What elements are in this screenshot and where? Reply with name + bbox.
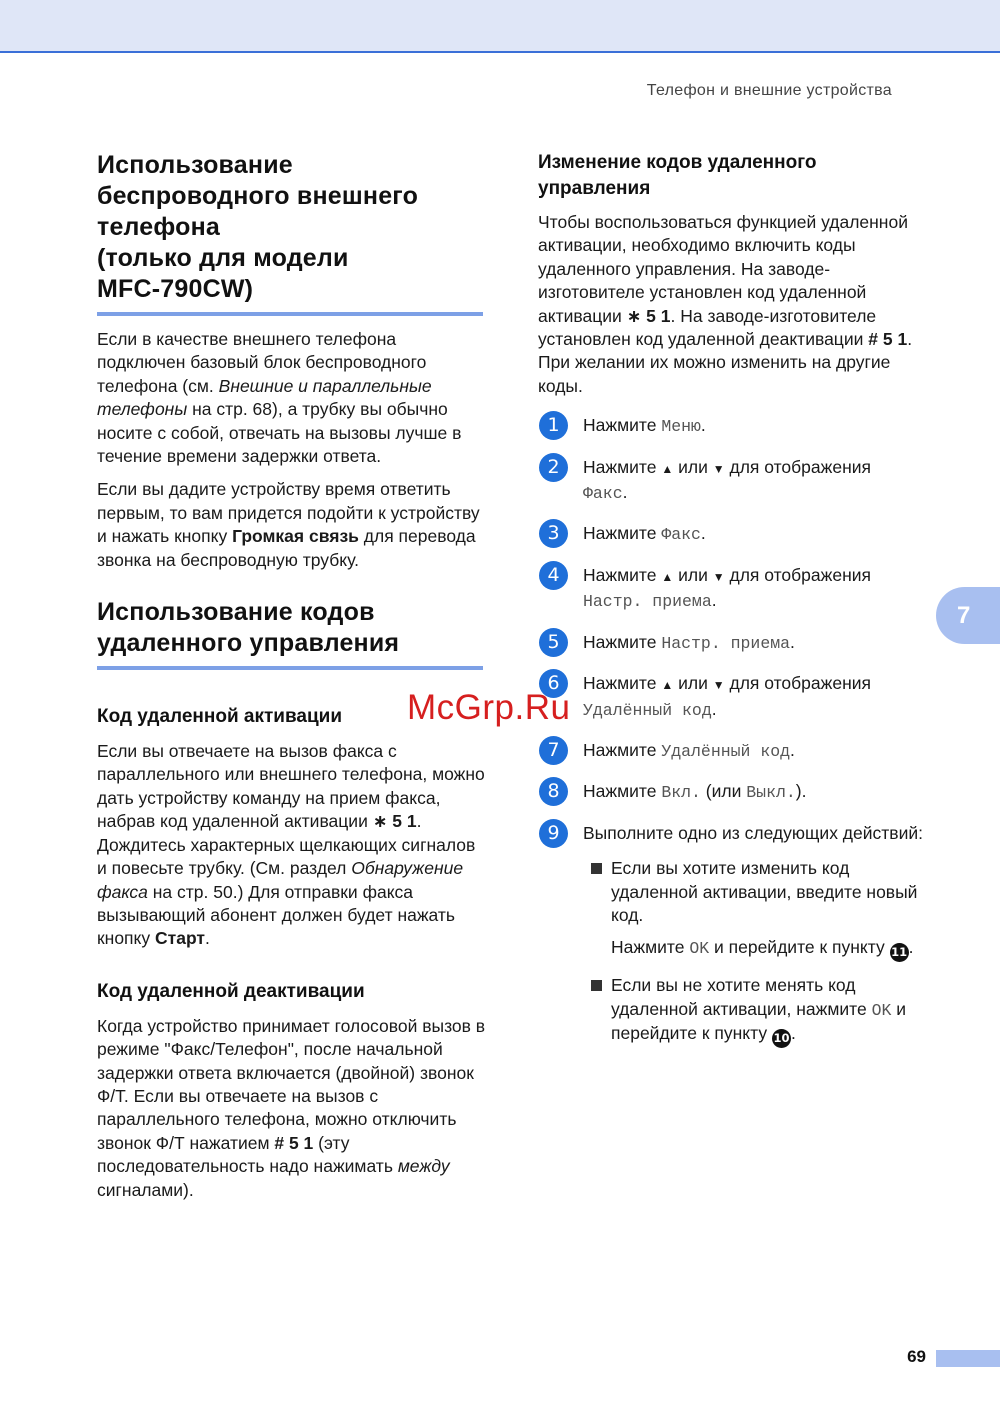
top-header-band [0,0,1000,53]
paragraph-deactivation: Когда устройство принимает голосовой вызов в режиме "Факс/Телефон", после начальной задержки ответа включается (двойной) звонок Ф/Т. Если вы отвечаете на вызов с параллельного телефона, можно отключить звонок Ф/Т нажатием # 5 1 (эту последовательность надо нажимать между сигналами). [97,1015,486,1200]
step-8: 8 Нажмите Вкл. (или Выкл.). [538,780,933,804]
steps-list [538,414,933,1048]
heading-remote-codes: Использование кодов удаленного управления [97,598,400,658]
step-7: 7 Нажмите Удалённый код. [538,739,933,763]
heading-rule [97,666,483,670]
step-number-icon: 9 [539,819,568,848]
arrow-down-icon: ▼ [712,569,725,584]
step-number-icon: 7 [539,736,568,765]
running-header: Телефон и внешние устройства [646,82,892,99]
step-5: 5 Нажмите Настр. приема. [538,631,933,655]
step-number-icon: 6 [539,669,568,698]
page-number-bar [936,1350,1000,1367]
bullet-keep-code: Если вы не хотите менять код удаленной активации, нажмите OK и перейдите к пункту 10. [583,974,933,1048]
heading-activation-code: Код удаленной активации [97,706,343,728]
step-number-icon: 2 [539,453,568,482]
step-ref-icon: 10 [772,1029,791,1048]
step-number-icon: 4 [539,561,568,590]
paragraph-wireless-2: Если вы дадите устройству время ответить первым, то вам придется подойти к устройству и нажать кнопку Громкая связь для перевода звонка на беспроводную трубку. [97,479,480,570]
step-2: 2 Нажмите ▲ или ▼ для отображения Факс. [538,456,933,506]
page-number: 69 [907,1347,926,1366]
bullet-square-icon [591,980,602,991]
arrow-down-icon: ▼ [712,461,725,476]
right-column [538,150,933,1060]
heading-wireless-phone: Использование беспроводного внешнего телефона (только для модели MFC-790CW) [97,151,419,303]
step-4: 4 Нажмите ▲ или ▼ для отображения Настр. приема. [538,564,933,614]
bullet-square-icon [591,863,602,874]
arrow-down-icon: ▼ [712,678,725,693]
paragraph-change-intro: Чтобы воспользоваться функцией удаленной активации, необходимо включить коды удаленного управления. На заводе-изготовителе установлен код удаленной активации ∗ 5 1. На заводе-изготовителе установлен код удаленной деактивации # 5 1. При желании их можно изменить на другие коды. [538,212,913,396]
arrow-up-icon: ▲ [661,678,674,693]
step-1: 1 Нажмите Меню. [538,414,933,438]
paragraph-wireless-1: Если в качестве внешнего телефона подключен базовый блок беспроводного телефона (см. Внешние и параллельные телефоны на стр. 68), а трубку вы обычно носите с собой, отвечать на вызовы лучше в течение времени задержки ответа. [97,329,462,467]
heading-change-codes: Изменение кодов удаленного управления [538,152,817,199]
chapter-tab: 7 [936,587,1000,644]
step-6: 6 Нажмите ▲ или ▼ для отображения Удалённый код. [538,672,933,722]
paragraph-activation: Если вы отвечаете на вызов факса с параллельного или внешнего телефона, можно дать устройству команду на прием факса, набрав код удаленной активации ∗ 5 1. Дождитесь характерных щелкающих сигналов и повесьте трубку. (См. раздел Обнаружение факса на стр. 50.) Для отправки факса вызывающий абонент должен будет нажать кнопку Старт. [97,741,485,949]
step-ref-icon: 11 [890,943,909,962]
step-number-icon: 1 [539,411,568,440]
heading-deactivation-code: Код удаленной деактивации [97,980,365,1002]
step-9: 9 Выполните одно из следующих действий: [538,822,933,845]
step-3: 3 Нажмите Факс. [538,522,933,546]
heading-rule [97,312,483,316]
left-column [97,150,487,1202]
step-number-icon: 3 [539,519,568,548]
step-number-icon: 5 [539,628,568,657]
bullet-change-code: Если вы хотите изменить код удаленной активации, введите новый код. Нажмите OK и перейдите к пункту 11. [583,857,933,962]
arrow-up-icon: ▲ [661,461,674,476]
step-number-icon: 8 [539,777,568,806]
arrow-up-icon: ▲ [661,569,674,584]
watermark: McGrp.Ru [407,688,571,727]
